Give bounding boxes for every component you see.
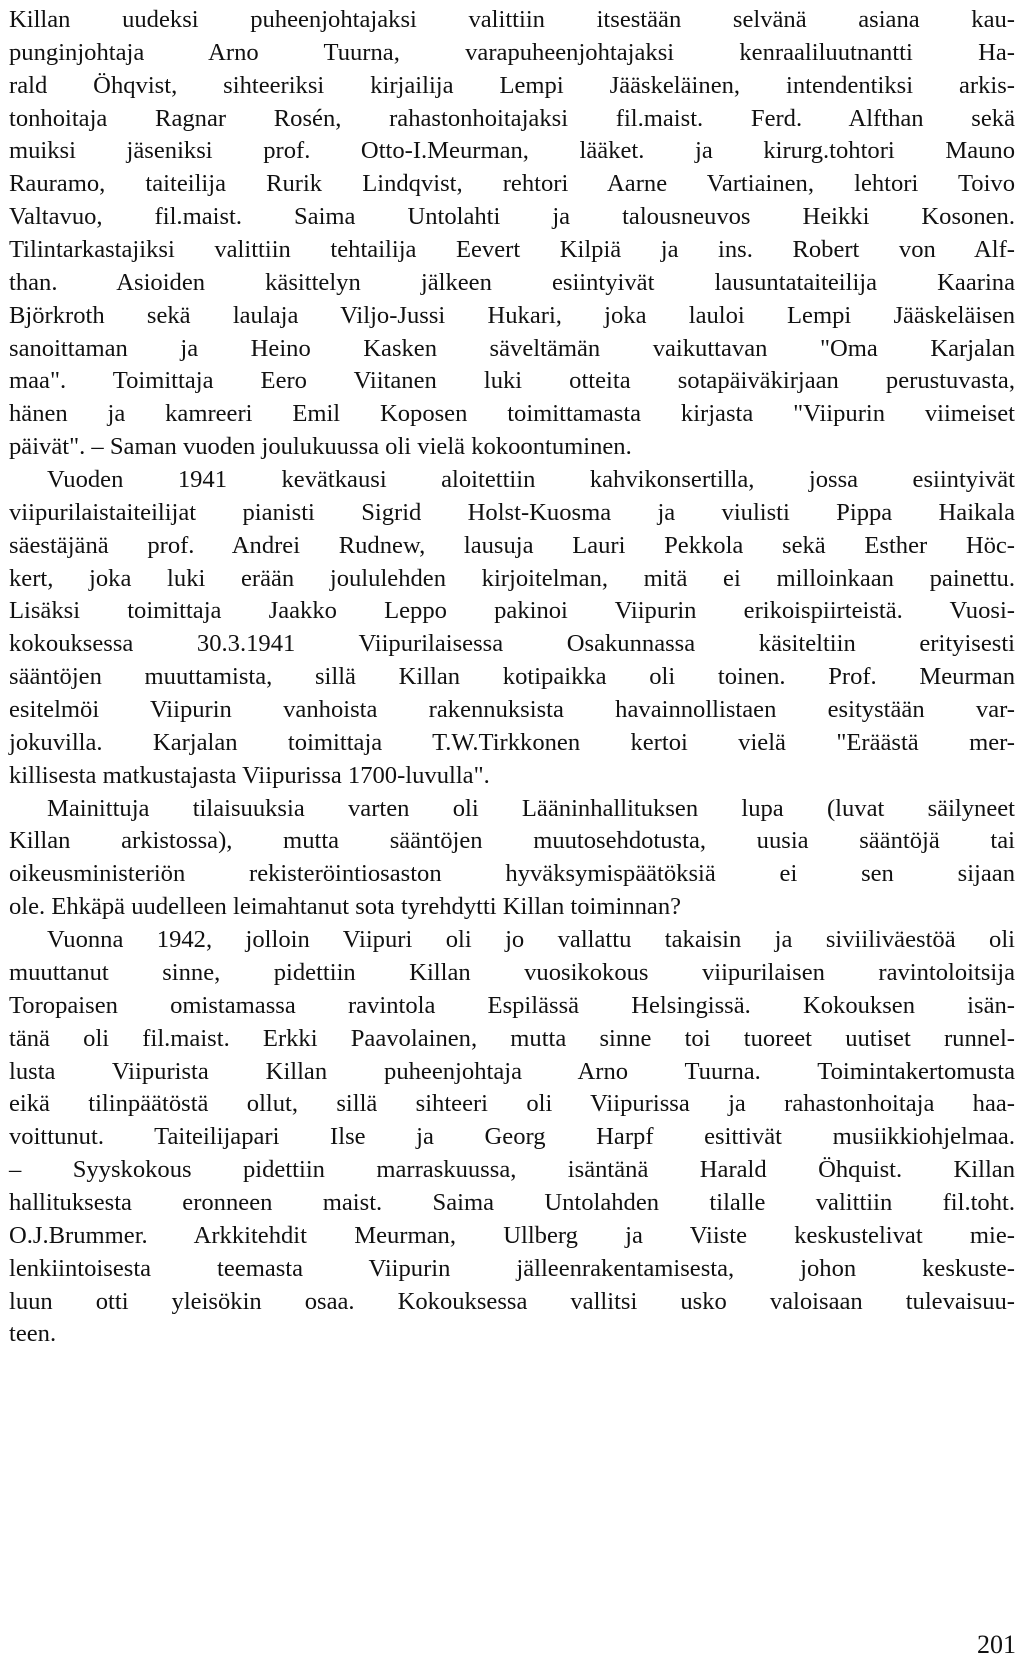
text-line: viipurilaistaiteilijat pianisti Sigrid Holst-Kuosma ja viulisti Pippa Haikala xyxy=(9,498,1015,526)
text-line: – Syyskokous pidettiin marraskuussa, isäntänä Harald Öhquist. Killan xyxy=(9,1156,1015,1184)
text-line: punginjohtaja Arno Tuurna, varapuheenjohtajaksi kenraaliluutnantti Ha- xyxy=(9,38,1015,66)
text-line: säestäjänä prof. Andrei Rudnew, lausuja Lauri Pekkola sekä Esther Höc- xyxy=(9,531,1015,559)
page-body xyxy=(9,4,1015,1351)
text-line: than. Asioiden käsittelyn jälkeen esiintyivät lausuntataiteilija Kaarina xyxy=(9,268,1015,296)
text-line: killisesta matkustajasta Viipurissa 1700-luvulla". xyxy=(9,761,490,789)
text-line: Toropaisen omistamassa ravintola Espilässä Helsingissä. Kokouksen isän- xyxy=(9,991,1015,1019)
text-line: maa". Toimittaja Eero Viitanen luki otteita sotapäiväkirjaan perustuvasta, xyxy=(9,367,1015,395)
text-line: O.J.Brummer. Arkkitehdit Meurman, Ullberg ja Viiste keskustelivat mie- xyxy=(9,1221,1015,1249)
text-line: muiksi jäseniksi prof. Otto-I.Meurman, lääket. ja kirurg.tohtori Mauno xyxy=(9,137,1015,165)
text-line: tänä oli fil.maist. Erkki Paavolainen, mutta sinne toi tuoreet uutiset runnel- xyxy=(9,1024,1015,1052)
text-line: Lisäksi toimittaja Jaakko Leppo pakinoi Viipurin erikoispiirteistä. Vuosi- xyxy=(9,597,1015,625)
text-line: Killan arkistossa), mutta sääntöjen muutosehdotusta, uusia sääntöjä tai xyxy=(9,827,1015,855)
text-line: Killan uudeksi puheenjohtajaksi valittiin itsestään selvänä asiana kau- xyxy=(9,6,1015,33)
text-line: voittunut. Taiteilijapari Ilse ja Georg Harpf esittivät musiikkiohjelmaa. xyxy=(9,1123,1015,1151)
page-number: 201 xyxy=(977,1630,1016,1659)
text-line: Björkroth sekä laulaja Viljo-Jussi Hukari, joka lauloi Lempi Jääskeläisen xyxy=(9,301,1015,329)
text-line: ole. Ehkäpä uudelleen leimahtanut sota tyrehdytti Killan toiminnan? xyxy=(9,893,682,921)
text-line: kert, joka luki erään joululehden kirjoitelman, mitä ei milloinkaan painettu. xyxy=(9,564,1015,592)
text-line: rald Öhqvist, sihteeriksi kirjailija Lempi Jääskeläinen, intendentiksi arkis- xyxy=(9,71,1015,99)
text-line: Tilintarkastajiksi valittiin tehtailija Eevert Kilpiä ja ins. Robert von Alf- xyxy=(9,236,1015,264)
text-line: muuttanut sinne, pidettiin Killan vuosikokous viipurilaisen ravintoloitsija xyxy=(9,958,1015,986)
text-line: oikeusministeriön rekisteröintiosaston hyväksymispäätöksiä ei sen sijaan xyxy=(9,860,1015,888)
text-line: lusta Viipurista Killan puheenjohtaja Arno Tuurna. Toimintakertomusta xyxy=(9,1057,1015,1085)
text-line: Valtavuo, fil.maist. Saima Untolahti ja talousneuvos Heikki Kosonen. xyxy=(9,203,1015,231)
paragraph-start-line: Mainittuja tilaisuuksia varten oli Lääninhallituksen lupa (luvat säilyneet xyxy=(47,794,1015,822)
text-line: lenkiintoisesta teemasta Viipurin jälleenrakentamisesta, johon keskuste- xyxy=(9,1254,1015,1282)
text-line: tonhoitaja Ragnar Rosén, rahastonhoitajaksi fil.maist. Ferd. Alfthan sekä xyxy=(9,104,1015,132)
text-line: teen. xyxy=(9,1320,57,1348)
text-line: esitelmöi Viipurin vanhoista rakennuksista havainnollistaen esitystään var- xyxy=(9,696,1015,724)
text-line: jokuvilla. Karjalan toimittaja T.W.Tirkkonen kertoi vielä "Eräästä mer- xyxy=(9,728,1015,756)
text-line: sanoittaman ja Heino Kasken säveltämän vaikuttavan "Oma Karjalan xyxy=(9,334,1015,362)
text-line: sääntöjen muuttamista, sillä Killan kotipaikka oli toinen. Prof. Meurman xyxy=(9,663,1015,691)
text-line: päivät". – Saman vuoden joulukuussa oli vielä kokoontuminen. xyxy=(9,433,632,461)
text-line: hallituksesta eronneen maist. Saima Untolahden tilalle valittiin fil.toht. xyxy=(9,1188,1015,1216)
paragraph-start-line: Vuoden 1941 kevätkausi aloitettiin kahvikonsertilla, jossa esiintyivät xyxy=(47,466,1015,494)
text-line: Rauramo, taiteilija Rurik Lindqvist, rehtori Aarne Vartiainen, lehtori Toivo xyxy=(9,170,1015,198)
paragraph-start-line: Vuonna 1942, jolloin Viipuri oli jo vallattu takaisin ja siviiliväestöä oli xyxy=(47,926,1015,954)
text-line: luun otti yleisökin osaa. Kokouksessa vallitsi usko valoisaan tulevaisuu- xyxy=(9,1287,1015,1315)
text-line: hänen ja kamreeri Emil Koposen toimittamasta kirjasta "Viipurin viimeiset xyxy=(9,400,1015,428)
text-line: kokouksessa 30.3.1941 Viipurilaisessa Osakunnassa käsiteltiin erityisesti xyxy=(9,630,1015,658)
text-line: eikä tilinpäätöstä ollut, sillä sihteeri oli Viipurissa ja rahastonhoitaja haa- xyxy=(9,1090,1015,1118)
